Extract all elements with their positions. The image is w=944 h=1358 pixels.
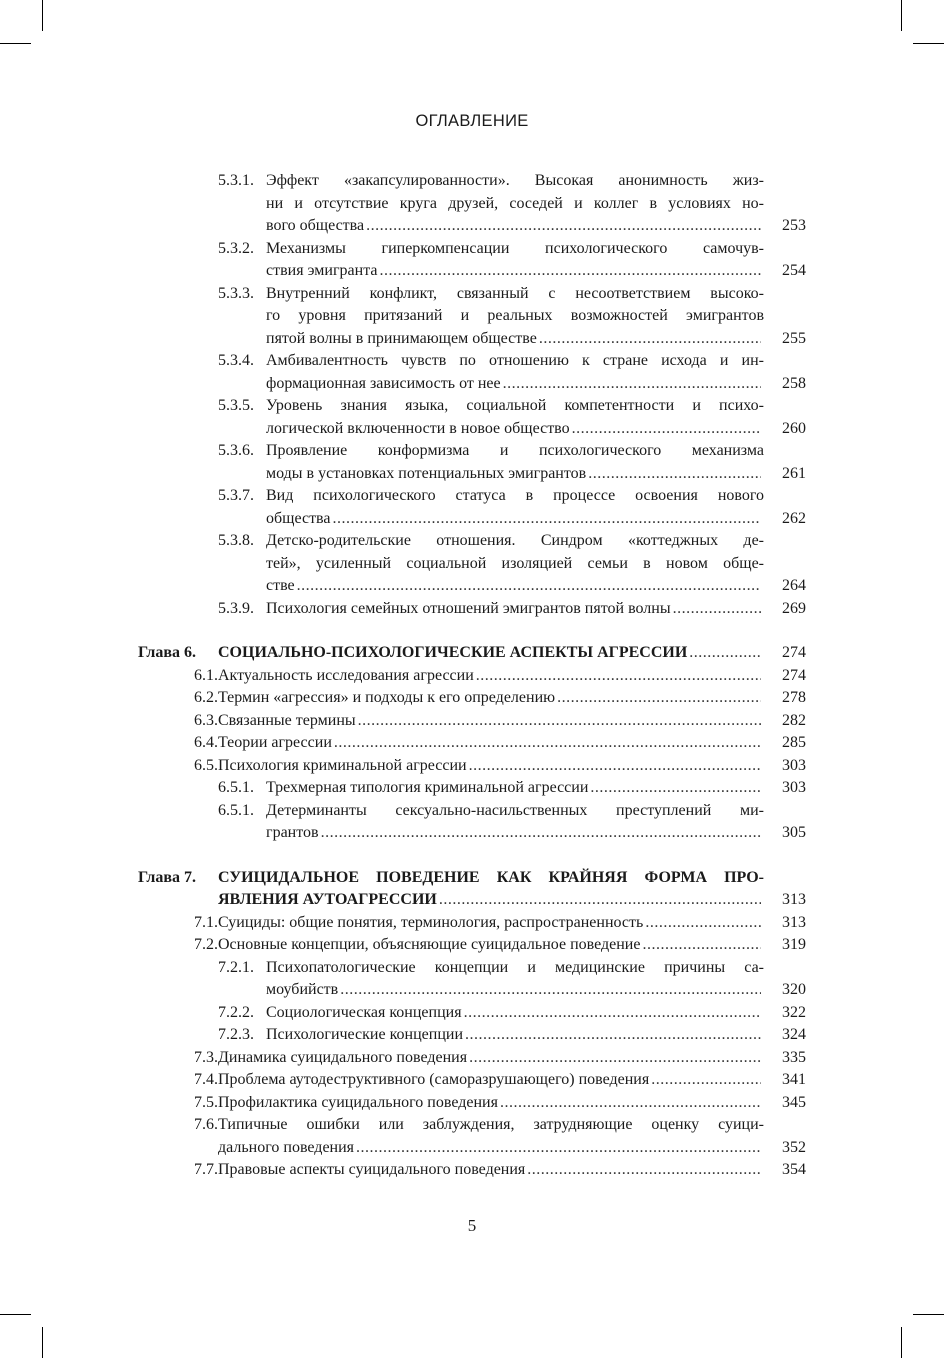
- entry-number: 5.3.1.: [218, 172, 254, 189]
- entry-page-number: 274: [782, 666, 806, 684]
- entry-page-number: 324: [782, 1026, 806, 1043]
- entry-page-number: 260: [782, 419, 806, 437]
- toc-entry[interactable]: [136, 755, 806, 778]
- toc-entry[interactable]: [136, 710, 806, 733]
- toc-entry[interactable]: [136, 1159, 806, 1182]
- entry-page-number: 264: [782, 577, 806, 594]
- entry-page-number: 303: [782, 756, 806, 774]
- entry-title: Проблема аутодеструктивного (саморазрушающего) поведения: [218, 1071, 650, 1088]
- entry-title-last-line: [218, 934, 806, 957]
- page-number: 5: [467, 1216, 477, 1235]
- entry-page-number: 352: [782, 1138, 806, 1156]
- toc-entry[interactable]: [136, 598, 806, 621]
- entry-title-last-line: [266, 1024, 806, 1047]
- toc-chapter[interactable]: [136, 642, 806, 665]
- dot-leader: [366, 215, 761, 238]
- dot-leader: [590, 777, 761, 800]
- crop-mark: [913, 1314, 944, 1315]
- toc-entry[interactable]: [136, 395, 806, 440]
- entry-page-number: 303: [782, 779, 806, 796]
- running-header: ОГЛАВЛЕНИЕ: [415, 112, 529, 130]
- crop-mark: [901, 0, 902, 31]
- crop-mark: [42, 1327, 43, 1358]
- entry-number: Глава 7.: [138, 868, 196, 886]
- entry-title-line: СУИЦИДАЛЬНОЕ ПОВЕДЕНИЕ КАК КРАЙНЯЯ ФОРМА ПРО-: [218, 868, 764, 886]
- toc-entry[interactable]: [136, 1002, 806, 1025]
- crop-mark: [913, 43, 944, 44]
- entry-title: логической включенности в новое общество: [266, 419, 570, 437]
- entry-title-line: Детско-родительские отношения. Синдром «коттеджных де-: [266, 532, 764, 549]
- entry-title: Психология криминальной агрессии: [218, 756, 467, 774]
- dot-leader: [503, 373, 761, 396]
- dot-leader: [469, 1047, 761, 1070]
- entry-page-number: 269: [782, 599, 806, 617]
- entry-title-last-line: [266, 1002, 806, 1025]
- entry-page-number: 262: [782, 509, 806, 527]
- entry-title: ЯВЛЕНИЯ АУТОАГРЕССИИ: [218, 891, 437, 908]
- section-gap: [136, 620, 806, 642]
- toc-entry[interactable]: [136, 485, 806, 530]
- entry-number: 7.3.: [194, 1048, 218, 1066]
- entry-title: формационная зависимость от нее: [266, 374, 501, 392]
- dot-leader: [358, 710, 761, 733]
- dot-leader: [297, 575, 761, 598]
- entry-number: 6.5.: [194, 756, 218, 774]
- entry-number: 5.3.4.: [218, 352, 254, 369]
- entry-title-last-line: [218, 912, 806, 935]
- dot-leader: [642, 934, 761, 957]
- entry-page-number: 254: [782, 262, 806, 279]
- entry-title-last-line: [266, 777, 806, 800]
- entry-title: Динамика суицидального поведения: [218, 1048, 468, 1066]
- entry-title: вого общества: [266, 217, 365, 234]
- toc-entry[interactable]: [136, 687, 806, 710]
- dot-leader: [476, 665, 761, 688]
- crop-mark: [42, 0, 43, 31]
- toc-entry[interactable]: [136, 530, 806, 598]
- entry-title-line: Амбивалентность чувств по отношению к стране исхода и ин-: [266, 352, 764, 369]
- entry-title-line: ни и отсутствие круга друзей, соседей и коллег в условиях но-: [266, 194, 764, 212]
- entry-title: пятой волны в принимающем обществе: [266, 329, 537, 347]
- entry-number: 6.5.1.: [218, 801, 254, 819]
- toc-entry[interactable]: [136, 238, 806, 283]
- entry-number: 7.7.: [194, 1161, 218, 1178]
- crop-mark: [0, 1314, 31, 1315]
- entry-title: Психология семейных отношений эмигрантов пятой волны: [266, 599, 671, 617]
- entry-title: Термин «агрессия» и подходы к его определению: [218, 689, 556, 706]
- entry-page-number: 255: [782, 329, 806, 347]
- entry-title-last-line: [218, 732, 806, 755]
- entry-title-line: Типичные ошибки или заблуждения, затрудняющие оценку суици-: [218, 1116, 764, 1133]
- toc-chapter[interactable]: [136, 867, 806, 912]
- entry-title: моубийств: [266, 981, 339, 998]
- entry-title: Профилактика суицидального поведения: [218, 1093, 498, 1111]
- entry-title-last-line: [266, 575, 806, 598]
- entry-title: дального поведения: [218, 1138, 355, 1156]
- entry-title-last-line: [218, 687, 806, 710]
- entry-title-last-line: [266, 508, 806, 531]
- toc-entry[interactable]: [136, 283, 806, 351]
- dot-leader: [645, 912, 761, 935]
- entry-title-line: Эффект «закапсулированности». Высокая анонимность жиз-: [266, 172, 764, 189]
- entry-page-number: 261: [782, 464, 806, 482]
- dot-leader: [464, 1002, 761, 1025]
- toc-entry[interactable]: [136, 170, 806, 238]
- entry-title: Основные концепции, объясняющие суицидальное поведение: [218, 936, 641, 953]
- dot-leader: [673, 598, 761, 621]
- toc-entry[interactable]: [136, 777, 806, 800]
- entry-title-last-line: [266, 373, 806, 396]
- entry-page-number: 320: [782, 981, 806, 998]
- entry-number: 7.2.3.: [218, 1026, 254, 1043]
- dot-leader: [340, 979, 761, 1002]
- dot-leader: [465, 1024, 761, 1047]
- entry-title-line: тей», усиленный социальной изоляцией семьи в новом обще-: [266, 554, 764, 572]
- entry-number: 7.4.: [194, 1071, 218, 1088]
- toc-entry[interactable]: [136, 440, 806, 485]
- entry-number: Глава 6.: [138, 644, 196, 661]
- entry-title-line: Проявление конформизма и психологического механизма: [266, 442, 764, 459]
- entry-title: Правовые аспекты суицидального поведения: [218, 1161, 526, 1178]
- entry-page-number: 282: [782, 711, 806, 729]
- entry-number: 7.2.: [194, 936, 218, 953]
- entry-number: 6.3.: [194, 711, 218, 729]
- toc-entry[interactable]: [136, 934, 806, 957]
- entry-number: 6.1.: [194, 666, 218, 684]
- entry-title-last-line: [266, 463, 806, 486]
- entry-title: Связанные термины: [218, 711, 356, 729]
- entry-number: 7.2.1.: [218, 958, 254, 976]
- dot-leader: [539, 328, 761, 351]
- entry-title-last-line: [266, 822, 806, 845]
- entry-title-last-line: [218, 1047, 806, 1070]
- toc-entry[interactable]: [136, 912, 806, 935]
- entry-title-last-line: [266, 979, 806, 1002]
- entry-page-number: 313: [782, 891, 806, 908]
- entry-title-last-line: [218, 1069, 806, 1092]
- entry-title: моды в установках потенциальных эмигрантов: [266, 464, 587, 482]
- entry-title-line: го уровня притязаний и реальных возможностей эмигрантов: [266, 307, 764, 324]
- crop-mark: [901, 1327, 902, 1358]
- entry-title-line: Внутренний конфликт, связанный с несоответствием высоко-: [266, 284, 764, 302]
- entry-title-last-line: [266, 598, 806, 621]
- toc-entry[interactable]: [136, 1047, 806, 1070]
- toc-entry[interactable]: [136, 1069, 806, 1092]
- toc-entry[interactable]: [136, 665, 806, 688]
- entry-page-number: 274: [782, 644, 806, 661]
- entry-title-last-line: [266, 260, 806, 283]
- toc-entry[interactable]: [136, 732, 806, 755]
- entry-title-last-line: [218, 1092, 806, 1115]
- entry-number: 5.3.6.: [218, 442, 254, 459]
- dot-leader: [380, 260, 762, 283]
- entry-page-number: 341: [782, 1071, 806, 1088]
- entry-number: 6.4.: [194, 734, 218, 751]
- entry-title-line: Механизмы гиперкомпенсации психологического самочув-: [266, 239, 764, 257]
- entry-title: общества: [266, 509, 331, 527]
- entry-number: 6.5.1.: [218, 779, 254, 796]
- entry-number: 5.3.2.: [218, 239, 254, 257]
- dot-leader: [689, 642, 761, 665]
- entry-number: 5.3.7.: [218, 487, 254, 504]
- entry-title-last-line: [218, 1137, 806, 1160]
- dot-leader: [500, 1092, 761, 1115]
- crop-mark: [0, 43, 31, 44]
- entry-title-last-line: [218, 642, 806, 665]
- entry-page-number: 335: [782, 1048, 806, 1066]
- entry-title-line: Психопатологические концепции и медицинские причины са-: [266, 958, 764, 976]
- entry-page-number: 278: [782, 689, 806, 706]
- entry-page-number: 285: [782, 734, 806, 751]
- entry-page-number: 345: [782, 1093, 806, 1111]
- entry-title-line: Уровень знания языка, социальной компетентности и психо-: [266, 397, 764, 414]
- entry-page-number: 258: [782, 374, 806, 392]
- entry-title: ствия эмигранта: [266, 262, 378, 279]
- entry-number: 5.3.3.: [218, 284, 254, 302]
- entry-title-last-line: [218, 755, 806, 778]
- section-gap: [136, 845, 806, 867]
- entry-title-last-line: [266, 418, 806, 441]
- entry-title: Социологическая концепция: [266, 1003, 462, 1021]
- entry-title-last-line: [218, 889, 806, 912]
- toc-entry[interactable]: [136, 1114, 806, 1159]
- entry-page-number: 319: [782, 936, 806, 953]
- entry-title: Суициды: общие понятия, терминология, распространенность: [218, 913, 644, 931]
- entry-number: 7.1.: [194, 913, 218, 931]
- entry-page-number: 354: [782, 1161, 806, 1178]
- dot-leader: [572, 418, 761, 441]
- toc-entry[interactable]: [136, 1024, 806, 1047]
- entry-title-line: Детерминанты сексуально-насильственных преступлений ми-: [266, 801, 764, 819]
- entry-number: 7.2.2.: [218, 1003, 254, 1021]
- entry-title-last-line: [266, 328, 806, 351]
- entry-title: СОЦИАЛЬНО-ПСИХОЛОГИЧЕСКИЕ АСПЕКТЫ АГРЕССИИ: [218, 644, 688, 661]
- dot-leader: [527, 1159, 761, 1182]
- entry-title: стве: [266, 577, 295, 594]
- dot-leader: [469, 755, 761, 778]
- toc-entry[interactable]: [136, 350, 806, 395]
- entry-page-number: 253: [782, 217, 806, 234]
- entry-title-last-line: [218, 665, 806, 688]
- entry-number: 5.3.8.: [218, 532, 254, 549]
- entry-title: Трехмерная типология криминальной агрессии: [266, 779, 589, 796]
- entry-title-line: Вид психологического статуса в процессе освоения нового: [266, 487, 764, 504]
- entry-title-last-line: [218, 710, 806, 733]
- entry-number: 7.5.: [194, 1093, 218, 1111]
- table-of-contents: [136, 170, 806, 1182]
- entry-number: 7.6.: [194, 1116, 218, 1133]
- entry-number: 5.3.5.: [218, 397, 254, 414]
- dot-leader: [588, 463, 761, 486]
- toc-entry[interactable]: [136, 957, 806, 1002]
- dot-leader: [651, 1069, 761, 1092]
- dot-leader: [321, 822, 761, 845]
- toc-entry[interactable]: [136, 800, 806, 845]
- entry-title: грантов: [266, 824, 319, 841]
- entry-page-number: 305: [782, 824, 806, 841]
- dot-leader: [557, 687, 761, 710]
- entry-page-number: 313: [782, 913, 806, 931]
- dot-leader: [439, 889, 761, 912]
- entry-title-last-line: [266, 215, 806, 238]
- entry-page-number: 322: [782, 1003, 806, 1021]
- entry-number: 5.3.9.: [218, 599, 254, 617]
- entry-title-last-line: [218, 1159, 806, 1182]
- entry-title: Актуальность исследования агрессии: [218, 666, 474, 684]
- entry-title: Теории агрессии: [218, 734, 332, 751]
- dot-leader: [333, 508, 762, 531]
- dot-leader: [334, 732, 761, 755]
- toc-entry[interactable]: [136, 1092, 806, 1115]
- entry-number: 6.2.: [194, 689, 218, 706]
- entry-title: Психологические концепции: [266, 1026, 464, 1043]
- dot-leader: [356, 1137, 761, 1160]
